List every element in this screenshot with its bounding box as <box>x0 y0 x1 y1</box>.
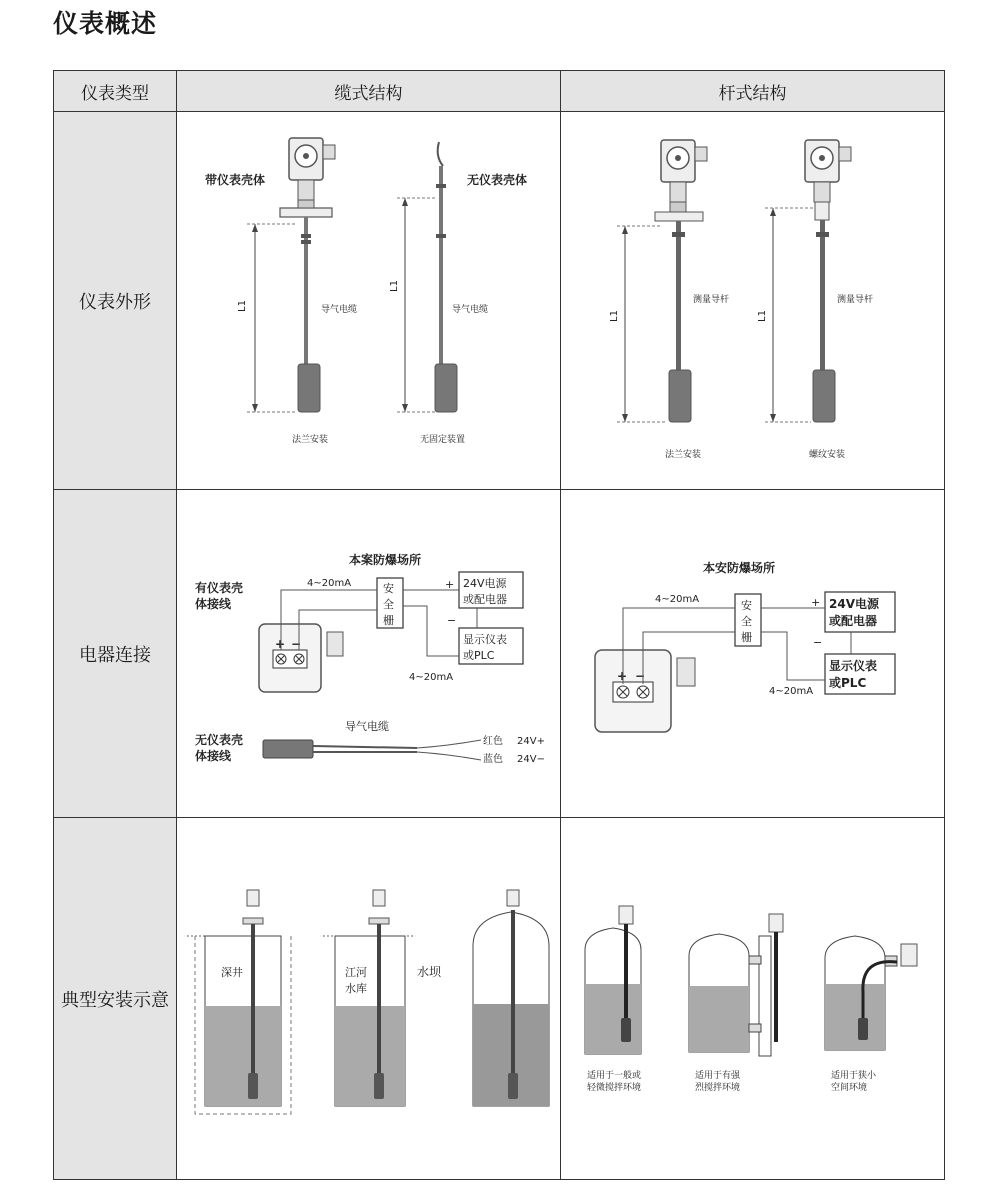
rod-label: 测量导杆 <box>693 295 730 305</box>
transmitter-housing-icon <box>805 140 851 202</box>
strong-label: 适用于有强 <box>695 1071 741 1081</box>
power-label: 24V电源 <box>829 597 879 611</box>
flange-icon <box>655 212 703 221</box>
power-label: 或配电器 <box>463 593 507 606</box>
plus-label: + <box>811 596 821 609</box>
rod-label: 测量导杆 <box>837 295 874 305</box>
river-diagram <box>323 890 442 1106</box>
general-label: 适用于一般或 <box>587 1071 642 1081</box>
caption-with-housing: 带仪表壳体 <box>205 173 266 187</box>
power-label: 24V电源 <box>463 577 507 590</box>
strong-stir-tank-diagram <box>689 914 783 1093</box>
general-tank-diagram <box>585 906 641 1093</box>
length-label: L1 <box>389 280 400 292</box>
barrier-label: 全 <box>383 598 394 611</box>
strong-label: 烈搅拌环境 <box>695 1083 741 1093</box>
row-label-wiring: 电器连接 <box>54 490 177 818</box>
row-appearance <box>54 112 945 490</box>
cable-label: 导气电缆 <box>345 720 389 733</box>
install-cable-cell <box>177 818 561 1180</box>
current-label: 4~20mA <box>307 578 352 589</box>
terminal-housing-icon <box>595 650 695 732</box>
mount-label: 法兰安装 <box>665 450 702 460</box>
wiring-rod-cell <box>561 490 945 818</box>
cable-label: 导气电缆 <box>452 305 489 315</box>
wiring-cable-cell <box>177 490 561 818</box>
display-label: 或PLC <box>463 649 495 662</box>
header-type: 仪表类型 <box>54 71 177 112</box>
cable-install-drawing <box>177 818 559 1178</box>
appearance-cable-cell <box>177 112 561 490</box>
flange-icon <box>280 208 332 217</box>
red-wire-label: 红色 <box>483 736 503 747</box>
barrier-label: 栅 <box>383 614 394 627</box>
without-housing-label: 体接线 <box>195 749 232 763</box>
mount-label: 螺纹安装 <box>809 450 846 460</box>
probe-icon <box>263 740 313 758</box>
cable-appearance-drawing <box>177 112 559 488</box>
zone-label: 本安防爆场所 <box>703 561 776 575</box>
red-wire-voltage: 24V+ <box>517 736 545 747</box>
narrow-space-tank-diagram <box>825 936 917 1093</box>
with-housing-label: 有仪表壳 <box>195 581 244 595</box>
terminal-plus: + <box>617 669 628 683</box>
probe-icon <box>298 364 320 412</box>
transmitter-housing-icon <box>661 140 707 202</box>
row-label-install: 典型安装示意 <box>54 818 177 1180</box>
river-label: 水库 <box>345 982 367 995</box>
tank-diagram <box>473 890 549 1106</box>
well-label: 深井 <box>221 966 243 979</box>
row-wiring <box>54 490 945 818</box>
plus-label: + <box>445 578 455 591</box>
terminal-minus: − <box>291 637 302 651</box>
appearance-rod-cell <box>561 112 945 490</box>
terminal-minus: − <box>635 669 646 683</box>
dam-label: 水坝 <box>417 965 442 979</box>
current-label: 4~20mA <box>655 594 700 605</box>
barrier-label: 安 <box>383 582 394 595</box>
display-label: 显示仪表 <box>829 659 878 673</box>
overview-table <box>53 70 945 1180</box>
current-label: 4~20mA <box>769 686 814 697</box>
row-install <box>54 818 945 1180</box>
rod-install-drawing <box>561 818 943 1178</box>
mount-label: 无固定装置 <box>420 435 466 445</box>
barrier-label: 全 <box>741 615 752 628</box>
minus-label: − <box>813 636 823 649</box>
narrow-label: 适用于狭小 <box>831 1071 877 1081</box>
with-housing-label: 体接线 <box>195 597 232 611</box>
narrow-label: 空间环境 <box>831 1083 868 1093</box>
cable-wiring-diagram <box>177 490 559 816</box>
power-label: 或配电器 <box>829 614 878 628</box>
barrier-label: 栅 <box>741 631 752 644</box>
deep-well-diagram <box>187 890 291 1114</box>
display-label: 或PLC <box>829 676 867 690</box>
barrier-label: 安 <box>741 599 752 612</box>
blue-wire-voltage: 24V− <box>517 754 545 765</box>
page-title: 仪表概述 <box>53 9 158 38</box>
caption-without-housing: 无仪表壳体 <box>467 173 528 187</box>
cable-label: 导气电缆 <box>321 305 358 315</box>
blue-wire-label: 蓝色 <box>483 754 503 765</box>
header-cable: 缆式结构 <box>177 71 561 112</box>
install-rod-cell <box>561 818 945 1180</box>
terminal-plus: + <box>275 637 286 651</box>
length-label: L1 <box>609 310 620 322</box>
length-label: L1 <box>237 300 248 312</box>
transmitter-housing-icon <box>289 138 335 200</box>
minus-label: − <box>447 614 457 627</box>
rod-wiring-diagram <box>561 490 943 816</box>
without-housing-label: 无仪表壳 <box>195 733 244 747</box>
header-row <box>54 71 945 112</box>
river-label: 江河 <box>345 966 367 979</box>
header-rod: 杆式结构 <box>561 71 945 112</box>
row-label-appearance: 仪表外形 <box>54 112 177 490</box>
rod-appearance-drawing <box>561 112 943 488</box>
mount-label: 法兰安装 <box>292 435 329 445</box>
thread-icon <box>815 202 829 220</box>
probe-icon <box>669 370 691 422</box>
zone-label: 本案防爆场所 <box>349 553 422 567</box>
terminal-housing-icon <box>259 624 343 692</box>
general-label: 轻微搅拌环境 <box>587 1083 642 1093</box>
length-label: L1 <box>757 310 768 322</box>
display-label: 显示仪表 <box>463 633 507 646</box>
current-label: 4~20mA <box>409 672 454 683</box>
